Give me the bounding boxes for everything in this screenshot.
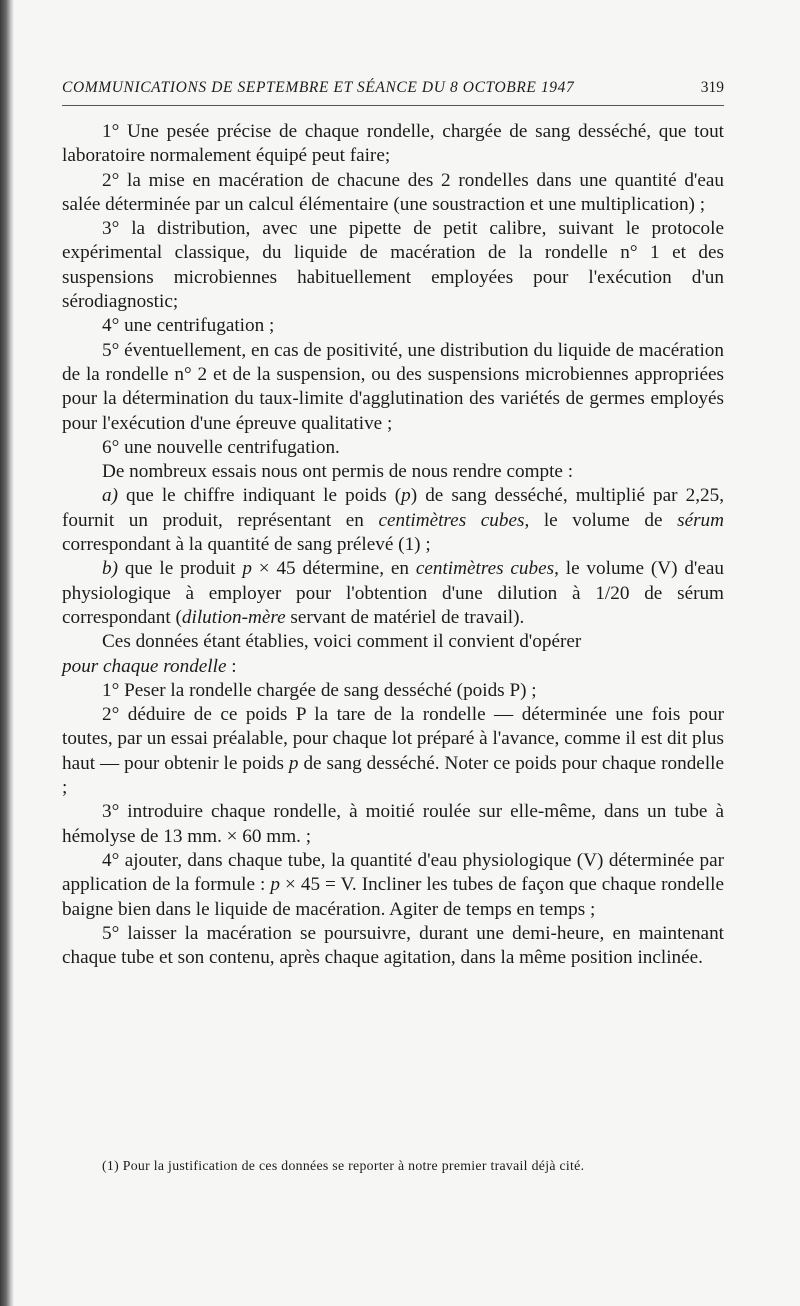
step-4 xyxy=(62,849,724,922)
text-segment: de sang desséché. Noter ce poids pour chaque rondelle ; xyxy=(62,752,724,799)
page-binding-edge xyxy=(0,0,14,1306)
text-segment: , le volume (V) d'eau physiologique à employer pour l'obtention d'une dilution à 1/20 de sérum correspondant ( xyxy=(62,558,724,628)
emphasis: centimètres cubes xyxy=(378,509,525,531)
text-segment: : xyxy=(226,655,237,677)
item-label-a: a) xyxy=(102,485,118,507)
variable-p: p xyxy=(270,874,280,896)
variable-p: p xyxy=(288,752,299,774)
running-header xyxy=(62,75,724,106)
text-segment: , le volume de xyxy=(524,509,678,531)
emphasis: dilution-mère xyxy=(181,606,286,628)
step-1: 1° Peser la rondelle chargée de sang desséché (poids P) ; xyxy=(102,679,537,701)
text-segment: correspondant à la quantité de sang prélevé (1) ; xyxy=(62,534,431,556)
footnote xyxy=(62,1155,724,1176)
paragraph-5: 5° éventuellement, en cas de positivité, une distribution du liquide de macération de la rondelle n° 2 et de la suspension, ou des suspensions microbiennes appropriées pour la détermination du taux-limite d'agglutination des variétés de germes employés pour l'exécution d'une épreuve qualitative ; xyxy=(62,339,724,434)
text-segment: × 45 détermine, en xyxy=(251,558,416,580)
step-2 xyxy=(62,703,724,800)
paragraph-per-rondelle xyxy=(62,655,724,679)
text-segment: × 45 = V. Incliner les tubes de façon que chaque rondelle baigne bien dans le liquide de macération. Agiter de temps en temps ; xyxy=(62,874,724,920)
paragraph-6: 6° une nouvelle centrifugation. xyxy=(102,436,340,458)
paragraph-4: 4° une centrifugation ; xyxy=(102,315,275,337)
page-number: 319 xyxy=(700,79,724,96)
running-title: COMMUNICATIONS DE SEPTEMBRE ET SÉANCE DU 8 OCTOBRE 1947 xyxy=(62,79,575,96)
variable-p: p xyxy=(242,558,252,580)
emphasis: sérum xyxy=(677,509,725,531)
text-segment: 2° déduire de ce poids P la tare de la rondelle — déterminée une fois pour toutes, par un essai préalable, pour chaque lot préparé à l'avance, comme il est dit plus haut — pour obtenir le poids xyxy=(62,704,724,774)
variable-p: p xyxy=(401,485,411,507)
paragraph-1: 1° Une pesée précise de chaque rondelle, chargée de sang desséché, que tout laboratoire normalement équipé peut faire; xyxy=(62,121,724,167)
footnote-text: (1) Pour la justification de ces données se reporter à notre premier travail déjà cité. xyxy=(102,1158,585,1173)
text-segment: servant de matériel de travail). xyxy=(285,606,525,628)
paragraph-2: 2° la mise en macération de chacune des 2 rondelles dans une quantité d'eau salée déterminée par un calcul élémentaire (une soustraction et une multiplication) ; xyxy=(62,169,724,215)
item-label-b: b) xyxy=(102,558,118,580)
step-3: 3° introduire chaque rondelle, à moitié roulée sur elle-même, dans un tube à hémolyse de 13 mm. × 60 mm. ; xyxy=(62,801,724,847)
main-text xyxy=(62,120,724,970)
emphasis: centimètres cubes xyxy=(415,558,555,580)
paragraph-a xyxy=(62,484,724,557)
emphasis: pour chaque rondelle xyxy=(62,655,227,677)
paragraph-b xyxy=(62,557,724,630)
paragraph-7: De nombreux essais nous ont permis de nous rendre compte : xyxy=(102,461,574,483)
text-segment: que le chiffre indiquant le poids ( xyxy=(117,485,402,507)
text-segment: 4° ajouter, dans chaque tube, la quantité d'eau physiologique (V) déterminée par application de la formule : xyxy=(62,849,724,896)
paragraph-3: 3° la distribution, avec une pipette de petit calibre, suivant le protocole expérimental classique, du liquide de macération de la rondelle n° 1 et des suspensions microbiennes habituellement employées pour l'exécution d'un sérodiagnostic; xyxy=(62,218,724,313)
paragraph-intro-procedure: Ces données étant établies, voici comment il convient d'opérer xyxy=(102,631,582,653)
step-5: 5° laisser la macération se poursuivre, durant une demi-heure, en maintenant chaque tube et son contenu, après chaque agitation, dans la même position inclinée. xyxy=(62,922,724,969)
text-segment: que le produit xyxy=(117,558,243,580)
text-segment: ) de sang desséché, multiplié par 2,25, fournit un produit, représentant en xyxy=(62,485,725,531)
